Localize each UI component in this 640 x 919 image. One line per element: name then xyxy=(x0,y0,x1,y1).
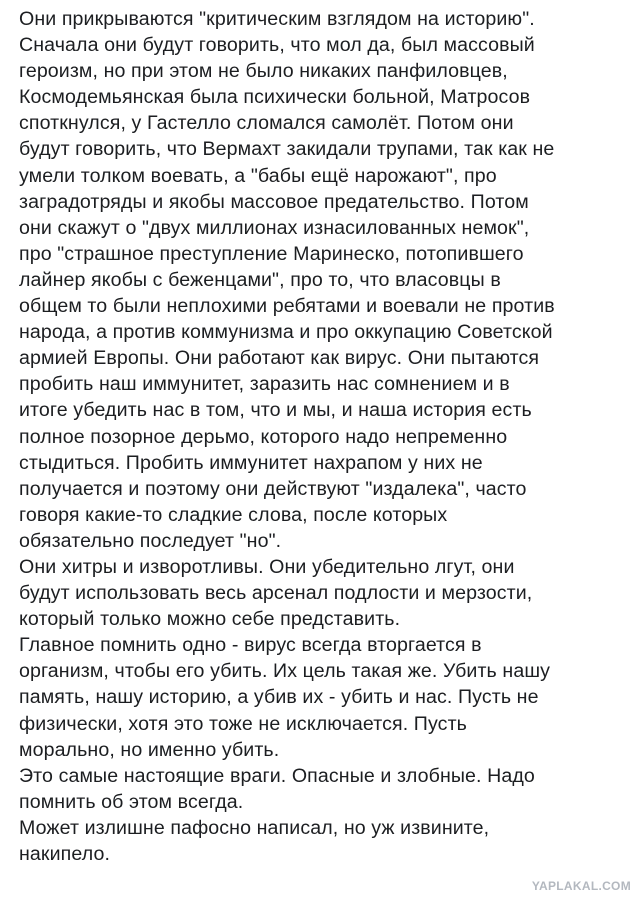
text-line: Они хитры и изворотливы. Они убедительно лгут, они xyxy=(19,555,515,578)
text-line: Главное помнить одно - вирус всегда вторгается в xyxy=(19,634,482,657)
text-line: говоря какие-то сладкие слова, после которых xyxy=(19,503,448,526)
paragraph-5 xyxy=(19,815,636,867)
text-line: обязательно последует "но". xyxy=(19,529,282,552)
text-line: стыдиться. Пробить иммунитет нахрапом у них не xyxy=(19,451,483,474)
text-line: организм, чтобы его убить. Их цель такая же. Убить нашу xyxy=(19,660,551,683)
text-line: получается и поэтому они действуют "издалека", часто xyxy=(19,477,527,500)
text-line: помнить об этом всегда. xyxy=(19,790,244,813)
text-line: будут использовать весь арсенал подлости и мерзости, xyxy=(19,582,533,605)
text-line: Они прикрываются "критическим взглядом на историю". xyxy=(19,8,535,30)
text-line: про "страшное преступление Маринеско, потопившего xyxy=(19,242,524,265)
text-line: героизм, но при этом не было никаких панфиловцев, xyxy=(19,60,508,83)
paragraph-4 xyxy=(19,763,636,815)
text-line: итоге убедить нас в том, что и мы, и наша история есть xyxy=(19,399,532,422)
text-line: общем то были неплохими ребятами и воевали не против xyxy=(19,295,555,318)
text-line: будут говорить, что Вермахт закидали трупами, так как не xyxy=(19,138,555,161)
text-line: который только можно себе представить. xyxy=(19,608,401,631)
text-line: Космодемьянская была психически больной, Матросов xyxy=(19,86,531,109)
site-watermark: YAPLAKAL.COM xyxy=(531,879,631,893)
text-line: физически, хотя это тоже не исключается. Пусть xyxy=(19,712,467,735)
text-line: лайнер якобы с беженцами", про то, что власовцы в xyxy=(19,268,501,291)
text-line: Это самые настоящие враги. Опасные и злобные. Надо xyxy=(19,764,535,787)
paragraph-3 xyxy=(19,632,636,762)
text-line: пробить наш иммунитет, заразить нас сомнением и в xyxy=(19,373,510,396)
text-line: споткнулся, у Гастелло сломался самолёт. Потом они xyxy=(19,112,514,135)
text-line: умели толком воевать, а "бабы ещё нарожают", про xyxy=(19,164,497,187)
text-line: заградотряды и якобы массовое предательство. Потом xyxy=(19,190,529,213)
text-line: армией Европы. Они работают как вирус. Они пытаются xyxy=(19,347,540,370)
paragraph-1 xyxy=(19,6,636,554)
text-line: они скажут о "двух миллионах изнасилованных немок", xyxy=(19,216,530,239)
text-line: Может излишне пафосно написал, но уж извините, xyxy=(19,816,490,839)
text-line: накипело. xyxy=(19,843,110,865)
text-line: морально, но именно убить. xyxy=(19,738,280,761)
text-line: память, нашу историю, а убив их - убить и нас. Пусть не xyxy=(19,686,539,709)
text-line: полное позорное дерьмо, которого надо непременно xyxy=(19,425,508,448)
text-line: Сначала они будут говорить, что мол да, был массовый xyxy=(19,34,535,57)
paragraph-2 xyxy=(19,554,636,632)
text-line: народа, а против коммунизма и про оккупацию Советской xyxy=(19,321,553,344)
